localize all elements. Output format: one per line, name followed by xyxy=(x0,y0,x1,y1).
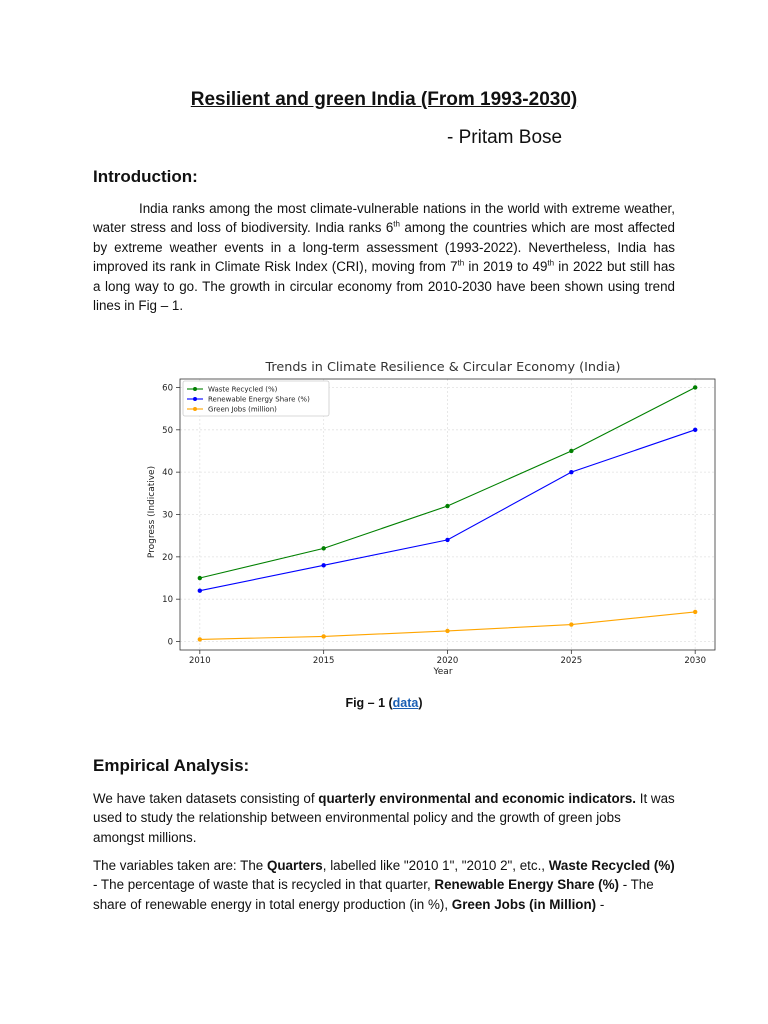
x-tick-label: 2010 xyxy=(188,656,211,666)
intro-text-1: India ranks among the most climate-vulnerable nations in the world with extreme weather, water stress and loss of biodiversity. India ranks 6 xyxy=(93,201,675,236)
intro-text-2: among the countries which are most affected by extreme weather events in a long-term assessment (1993-2022). Nevertheless, India has improved its rank in Climate Risk Index (CRI), moving from 7 xyxy=(93,220,675,275)
emp-p2-text-c: , labelled like "2010 1", "2010 2", etc., xyxy=(322,858,549,873)
series-1-point xyxy=(198,589,202,593)
y-tick-label: 30 xyxy=(162,510,173,521)
y-tick-label: 60 xyxy=(162,383,173,394)
emp-p1-text-c: It was used to study the relationship between environmental policy and the growth of green jobs amongst millions. xyxy=(93,791,675,845)
intro-text-4: in 2022 but still has a long way to go. The growth in circular economy from 2010-2030 have been shown using trend lines in Fig – 1. xyxy=(93,259,675,314)
intro-sup-2: th xyxy=(457,258,465,268)
emp-p2-text-e: - The percentage of waste that is recycled in that quarter, xyxy=(93,877,435,893)
series-0-point xyxy=(198,576,202,580)
series-0-point xyxy=(321,546,325,550)
series-0-point xyxy=(693,385,697,389)
data-link[interactable]: data xyxy=(392,696,419,710)
legend-label: Renewable Energy Share (%) xyxy=(208,395,310,404)
intro-sup-3: th xyxy=(547,258,555,268)
y-tick-label: 40 xyxy=(162,468,173,479)
series-1-point xyxy=(569,470,573,474)
empirical-paragraph-1 xyxy=(93,789,675,847)
legend-label: Waste Recycled (%) xyxy=(208,385,278,394)
series-0-point xyxy=(445,504,449,508)
emp-p2-green-jobs: Green Jobs (in Million) xyxy=(451,896,597,912)
series-line-1 xyxy=(200,430,695,591)
y-tick-label: 20 xyxy=(162,552,173,563)
emp-p1-text-a: We have taken datasets consisting of xyxy=(93,791,319,806)
series-1-point xyxy=(321,563,325,567)
legend-label: Green Jobs (million) xyxy=(208,405,277,414)
introduction-heading: Introduction: xyxy=(93,167,198,186)
series-2-point xyxy=(445,629,449,633)
x-tick-label: 2020 xyxy=(436,656,459,666)
legend-swatch-marker xyxy=(193,407,197,411)
author-line: - Pritam Bose xyxy=(447,127,563,148)
intro-text-3: in 2019 to 49 xyxy=(464,259,548,275)
empirical-paragraph-2 xyxy=(93,856,675,914)
chart-title: Trends in Climate Resilience & Circular Economy (India) xyxy=(265,360,621,375)
x-tick-label: 2015 xyxy=(312,656,335,666)
y-tick-label: 10 xyxy=(162,595,173,606)
legend-swatch-marker xyxy=(193,387,197,391)
introduction-paragraph xyxy=(93,199,675,315)
y-tick-label: 50 xyxy=(162,425,173,436)
caption-prefix: Fig – 1 ( xyxy=(345,696,393,710)
x-axis-label: Year xyxy=(433,667,453,677)
series-2-point xyxy=(198,637,202,641)
x-tick-label: 2030 xyxy=(684,656,707,666)
emp-p2-text-i: - xyxy=(596,896,605,912)
series-1-point xyxy=(693,428,697,432)
series-2-point xyxy=(693,610,697,614)
y-axis-label: Progress (Indicative) xyxy=(147,465,157,559)
emp-p2-renewable: Renewable Energy Share (%) xyxy=(434,877,619,893)
figure-caption xyxy=(0,696,768,710)
emp-p2-quarters: Quarters xyxy=(266,858,323,873)
document-title: Resilient and green India (From 1993-2030) xyxy=(190,89,578,110)
empirical-analysis-heading: Empirical Analysis: xyxy=(93,756,250,775)
legend-swatch-marker xyxy=(193,397,197,401)
y-tick-label: 0 xyxy=(167,637,173,648)
trend-line-chart xyxy=(140,352,726,682)
emp-p2-text-g: - The share of renewable energy in total energy production (in %), xyxy=(93,877,654,912)
emp-p2-waste: Waste Recycled (%) xyxy=(548,858,675,873)
series-0-point xyxy=(569,449,573,453)
series-2-point xyxy=(569,622,573,626)
x-tick-label: 2025 xyxy=(560,656,583,666)
emp-p1-bold: quarterly environmental and economic indicators. xyxy=(318,791,637,806)
caption-suffix: ) xyxy=(418,696,423,710)
series-1-point xyxy=(445,538,449,542)
series-2-point xyxy=(321,634,325,638)
emp-p2-text-a: The variables taken are: The xyxy=(93,858,267,873)
intro-sup-1: th xyxy=(393,219,400,229)
